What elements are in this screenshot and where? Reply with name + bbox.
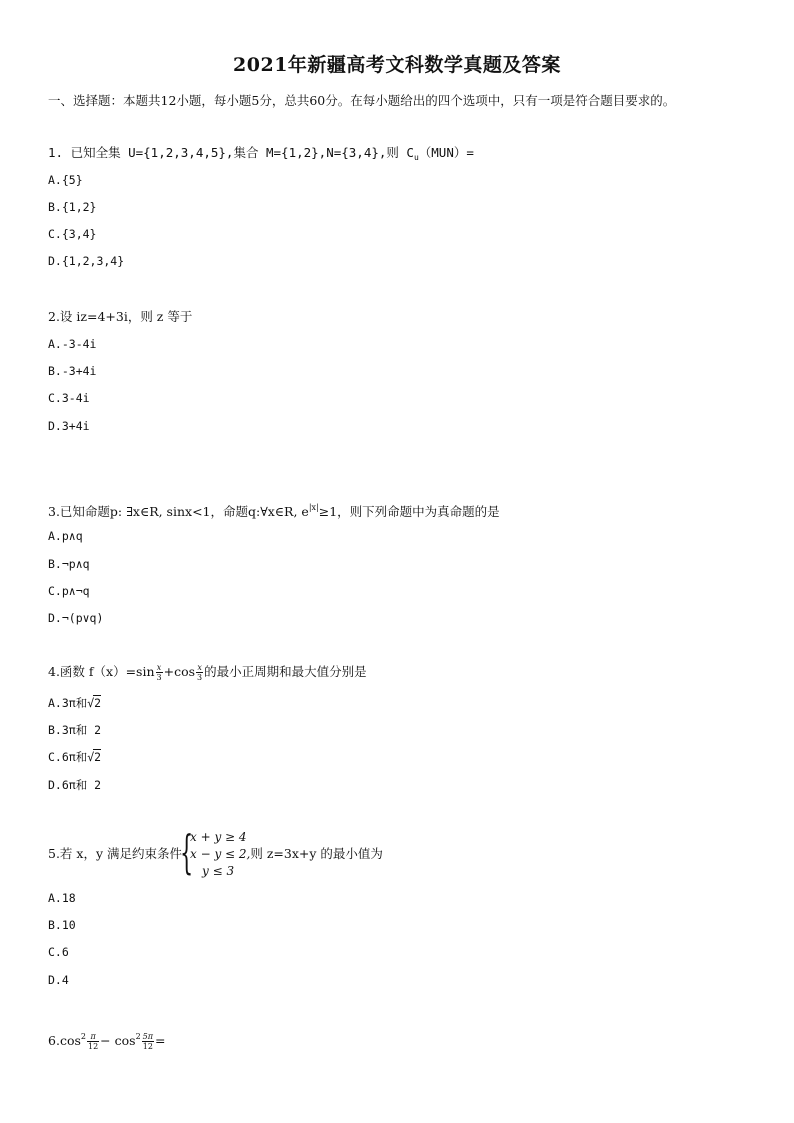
q6-equals: =	[155, 1033, 166, 1048]
question-4-stem	[48, 663, 367, 682]
sqrt-sign-icon: √	[87, 696, 95, 710]
q4-frac1-num: x	[156, 663, 162, 672]
q6-fraction-2	[142, 1032, 154, 1051]
q5-stem-text: 5.若 x，y 满足约束条件	[48, 846, 182, 861]
q2-option-b: B.-3+4i	[48, 364, 97, 378]
question-5-stem	[48, 825, 383, 880]
q4-stem-text: 4.函数 f（x）=sin	[48, 664, 155, 679]
q6-sup-2: 2	[135, 1032, 141, 1041]
q4-option-c-root: 2	[94, 750, 102, 764]
question-2-stem: 2.设 iz=4+3i，则 z 等于	[48, 309, 193, 324]
q4-option-d: D.6π和 2	[48, 778, 102, 792]
q4-fraction-1	[156, 663, 163, 682]
q6-fraction-1	[87, 1032, 99, 1051]
q4-option-a	[48, 695, 101, 711]
q1-option-b: B.{1,2}	[48, 200, 97, 214]
question-3-stem	[48, 500, 500, 520]
q4-frac1-den: 3	[156, 673, 162, 682]
section-intro: 一、选择题：本题共12小题，每小题5分，总共60分。在每小题给出的四个选项中，只有一项是符合题目要求的。	[48, 93, 676, 108]
q3-stem-text: 3.已知命题p: ∃x∈R, sinx<1，命题q:∀x∈R, e	[48, 504, 309, 519]
q5-option-b: B.10	[48, 918, 76, 932]
q6-sup-1: 2	[80, 1032, 86, 1041]
q4-frac2-num: x	[197, 663, 202, 672]
left-brace-icon: {	[180, 825, 194, 879]
q4-stem-mid: +cos	[163, 664, 196, 679]
q4-option-b: B.3π和 2	[48, 723, 102, 737]
q4-frac2-den: 3	[197, 673, 203, 682]
q1-subscript: u	[413, 153, 419, 162]
q6-frac2-den: 12	[142, 1042, 153, 1051]
q2-option-c: C.3-4i	[48, 391, 90, 405]
question-6-stem	[48, 1029, 166, 1051]
q5-option-c: C.6	[48, 945, 69, 959]
sqrt-sign-icon: √	[87, 750, 95, 764]
q1-option-c: C.{3,4}	[48, 227, 97, 241]
q5-option-a: A.18	[48, 891, 76, 905]
q6-number: 6.	[48, 1033, 60, 1048]
q4-stem-tail: 的最小正周期和最大值分别是	[204, 664, 367, 679]
q4-option-a-text: A.3π和	[48, 696, 88, 710]
q1-stem-text: 1. 已知全集 U={1,2,3,4,5},集合 M={1,2},N={3,4},则 C	[48, 145, 414, 160]
q3-option-c: C.p∧¬q	[48, 584, 90, 598]
page-title: 2021年新疆高考文科数学真题及答案	[233, 54, 561, 76]
q4-fraction-2	[196, 663, 203, 682]
q3-superscript: |x|	[308, 503, 319, 512]
q2-option-a: A.-3-4i	[48, 337, 97, 351]
question-1-stem	[48, 145, 474, 166]
q3-option-d: D.¬(p∨q)	[48, 611, 104, 625]
q3-option-b: B.¬p∧q	[48, 557, 90, 571]
q1-option-d: D.{1,2,3,4}	[48, 254, 125, 268]
q4-option-c	[48, 749, 101, 765]
q4-option-c-text: C.6π和	[48, 750, 88, 764]
q1-option-a: A.{5}	[48, 173, 83, 187]
q5-constraint-2: x − y ≤ 2,	[190, 847, 251, 861]
q5-stem-tail: 则 z=3x+y 的最小值为	[250, 846, 383, 861]
q3-stem-tail: ≥1，则下列命题中为真命题的是	[318, 504, 500, 519]
q3-option-a: A.p∧q	[48, 529, 83, 543]
q2-option-d: D.3+4i	[48, 419, 90, 433]
q5-constraint-1: x + y ≥ 4	[190, 830, 247, 844]
q6-frac1-den: 12	[87, 1042, 99, 1051]
q6-minus-cos: − cos	[100, 1033, 136, 1048]
q5-option-d: D.4	[48, 973, 69, 987]
q6-cos-1: cos	[59, 1033, 81, 1048]
q6-frac2-num: 5π	[142, 1032, 154, 1041]
q5-constraint-3: y ≤ 3	[202, 864, 235, 878]
q6-frac1-num: π	[87, 1032, 99, 1042]
q1-stem-tail: （MUN）=	[418, 145, 474, 160]
q4-option-a-root: 2	[94, 696, 102, 710]
q5-constraint-system	[180, 825, 251, 880]
